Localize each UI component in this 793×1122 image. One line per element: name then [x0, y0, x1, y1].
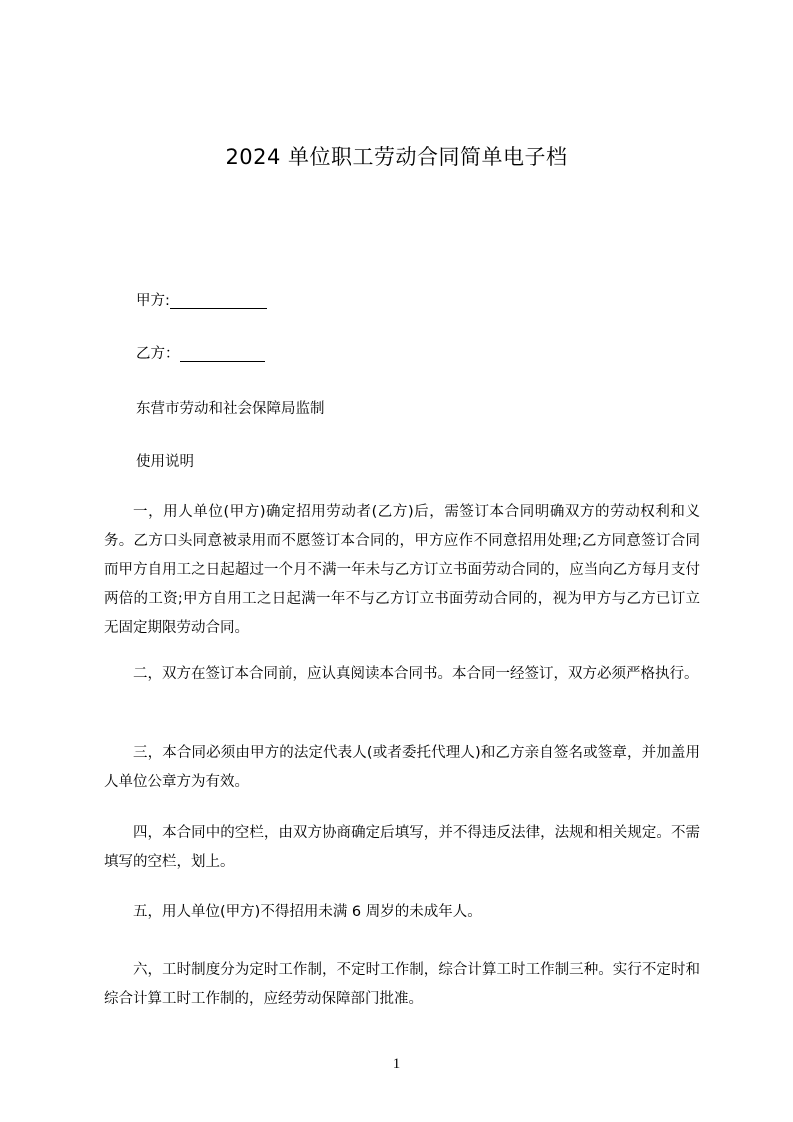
- paragraph-5: 五，用人单位(甲方)不得招用未满 6 周岁的未成年人。: [133, 904, 482, 920]
- instructions-heading: 使用说明: [136, 454, 194, 470]
- paragraph-2: 二，双方在签订本合同前，应认真阅读本合同书。本合同一经签订，双方必须严格执行。: [133, 666, 699, 682]
- party-a-line: [136, 290, 267, 312]
- paragraph-3: 三，本合同必须由甲方的法定代表人(或者委托代理人)和乙方亲自签名或签章，并加盖用人单位公章方为有效。: [104, 745, 700, 790]
- party-b-label: 乙方：: [136, 346, 180, 362]
- supervisor-line: 东营市劳动和社会保障局监制: [136, 401, 325, 417]
- paragraph-1: 一，用人单位(甲方)确定招用劳动者(乙方)后，需签订本合同明确双方的劳动权利和义务。乙方口头同意被录用而不愿签订本合同的，甲方应作不同意招用处理;乙方同意签订合同而甲方自用工之日起超过一个月不满一年未与乙方订立书面劳动合同的，应当向乙方每月支付两倍的工资;甲方自用工之日起满一年不与乙方订立书面劳动合同的，视为甲方与乙方已订立无固定期限劳动合同。: [104, 504, 700, 636]
- party-a-blank: [170, 292, 267, 309]
- document-title: 2024 单位职工劳动合同简单电子档: [225, 145, 568, 169]
- party-b-line: [136, 343, 265, 365]
- party-b-blank: [180, 345, 265, 362]
- page-number: 1: [392, 1056, 401, 1072]
- paragraph-6: 六，工时制度分为定时工作制，不定时工作制，综合计算工时工作制三种。实行不定时和综合计算工时工作制的，应经劳动保障部门批准。: [104, 962, 700, 1007]
- paragraph-4: 四，本合同中的空栏，由双方协商确定后填写，并不得违反法律，法规和相关规定。不需填写的空栏，划上。: [104, 825, 700, 870]
- party-a-label: 甲方:: [136, 293, 170, 309]
